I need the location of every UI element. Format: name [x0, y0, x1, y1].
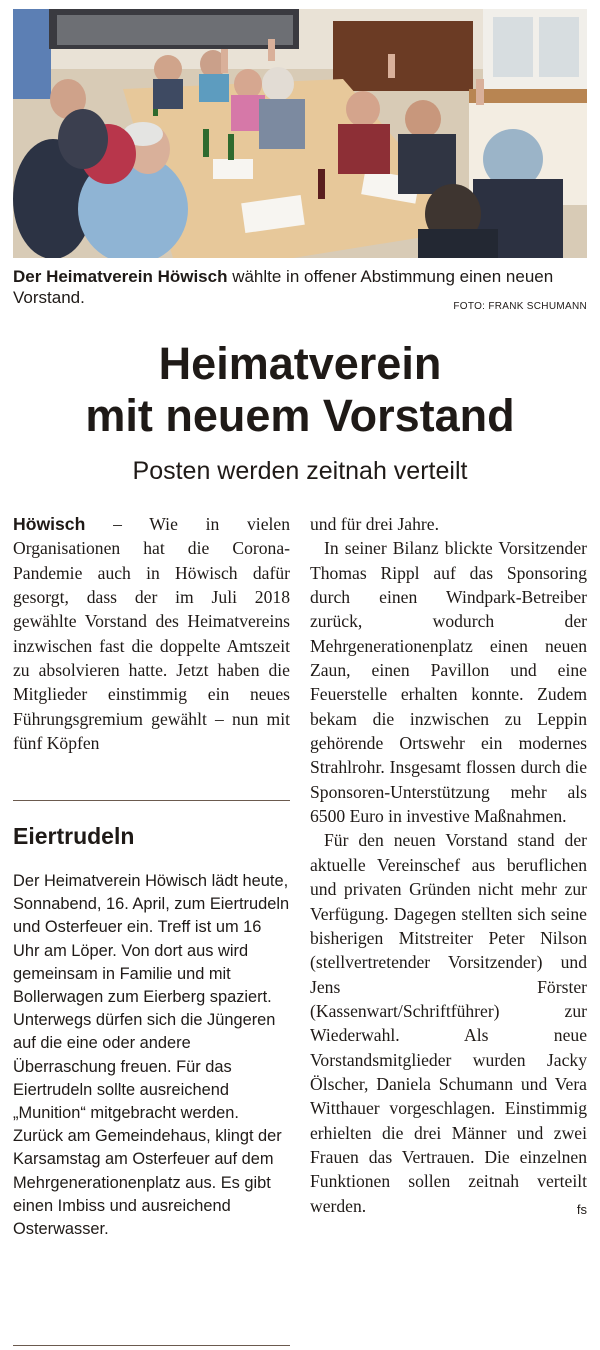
article-paragraph-3-text: Für den neuen Vorstand stand der aktuelle Vereinschef aus beruflichen und privaten Gründen nicht mehr zur Verfügung. Dagegen stellten sich seine bisherigen Mitstreiter Peter Nilson (stellvertretender Vorsitzender) und Jens Förster (Kassenwart/Schriftführer) zur Wiederwahl. Als neue Vorstandsmitglieder wurden Jacky Ölscher, Daniela Schumann und Vera Witthauer vorgeschlagen. Einstimmig erhielten die drei Männer und zwei Frauen das Vertrauen. Die einzelnen Funktionen sollen zeitnah verteilt werden.	[310, 830, 587, 1216]
photo-credit: FOTO: FRANK SCHUMANN	[453, 301, 587, 312]
sidebar-divider-bottom	[13, 1345, 290, 1346]
article-column-left	[13, 512, 290, 755]
dateline: Höwisch	[13, 514, 86, 534]
article-paragraph-2: In seiner Bilanz blickte Vorsitzender Thomas Rippl auf das Sponsoring durch einen Windpark-Betreiber zurück, wodurch der Mehrgenerationenplatz einen neuen Zaun, einen Pavillon und eine Feuerstelle erhalten konnte. Zudem bekam die inzwischen zu Leppin gehörende Ortswehr ein modernes Strahlrohr. Insgesamt flossen durch die Sponsoren-Unterstützung mehr als 6500 Euro in investive Maßnahmen.	[310, 538, 587, 827]
author-signature: fs	[576, 1201, 587, 1217]
subheadline: Posten werden zeitnah verteilt	[132, 457, 468, 485]
sidebar-divider-top	[13, 800, 290, 801]
sidebar-title: Eiertrudeln	[13, 823, 135, 849]
caption-text: wählte in offener Abstimmung einen neuen Vorstand.	[13, 267, 554, 307]
sidebar-text: Der Heimatverein Höwisch lädt heute, Sonnabend, 16. April, zum Eiertrudeln und Osterfeuer ein. Treff ist um 16 Uhr am Löper. Von dort aus wird gemeinsam in Familie und mit Bollerwagen zum Eierberg spaziert. Unterwegs dürfen sich die Jüngeren auf die eine oder andere Überraschung freuen. Für das Eiertrudeln sollte ausreichend „Munition“ mitgebracht werden. Zurück am Gemeindehaus, klingt der Karsamstag am Osterfeuer auf dem Mehrgenerationenplatz aus. Es gibt einen Imbiss und ausreichend Osterwasser.	[13, 872, 290, 1239]
caption-bold: Der Heimatverein Höwisch	[13, 267, 228, 286]
group-meeting-photo-icon	[13, 9, 587, 258]
article-paragraph-1-text: – Wie in vielen Organisationen hat die Corona-Pandemie auch in Höwisch dafür gesorgt, dass der im Juli 2018 gewählte Vorstand des Heimatvereins inzwischen fast die doppelte Amtszeit zu absolvieren hatte. Jetzt haben die Mitglieder einstimmig ein neues Führungsgremium gewählt – nun mit fünf Köpfen	[13, 514, 290, 754]
headline	[0, 338, 600, 442]
article-paragraph-1	[13, 512, 290, 755]
article-paragraph-3	[310, 828, 587, 1218]
meeting-photo	[13, 9, 587, 258]
article-paragraph-1-continued: und für drei Jahre.	[310, 514, 439, 534]
headline-line-1: Heimatverein	[158, 338, 442, 389]
headline-line-2: mit neuem Vorstand	[85, 390, 515, 441]
article-column-right	[310, 512, 587, 1222]
